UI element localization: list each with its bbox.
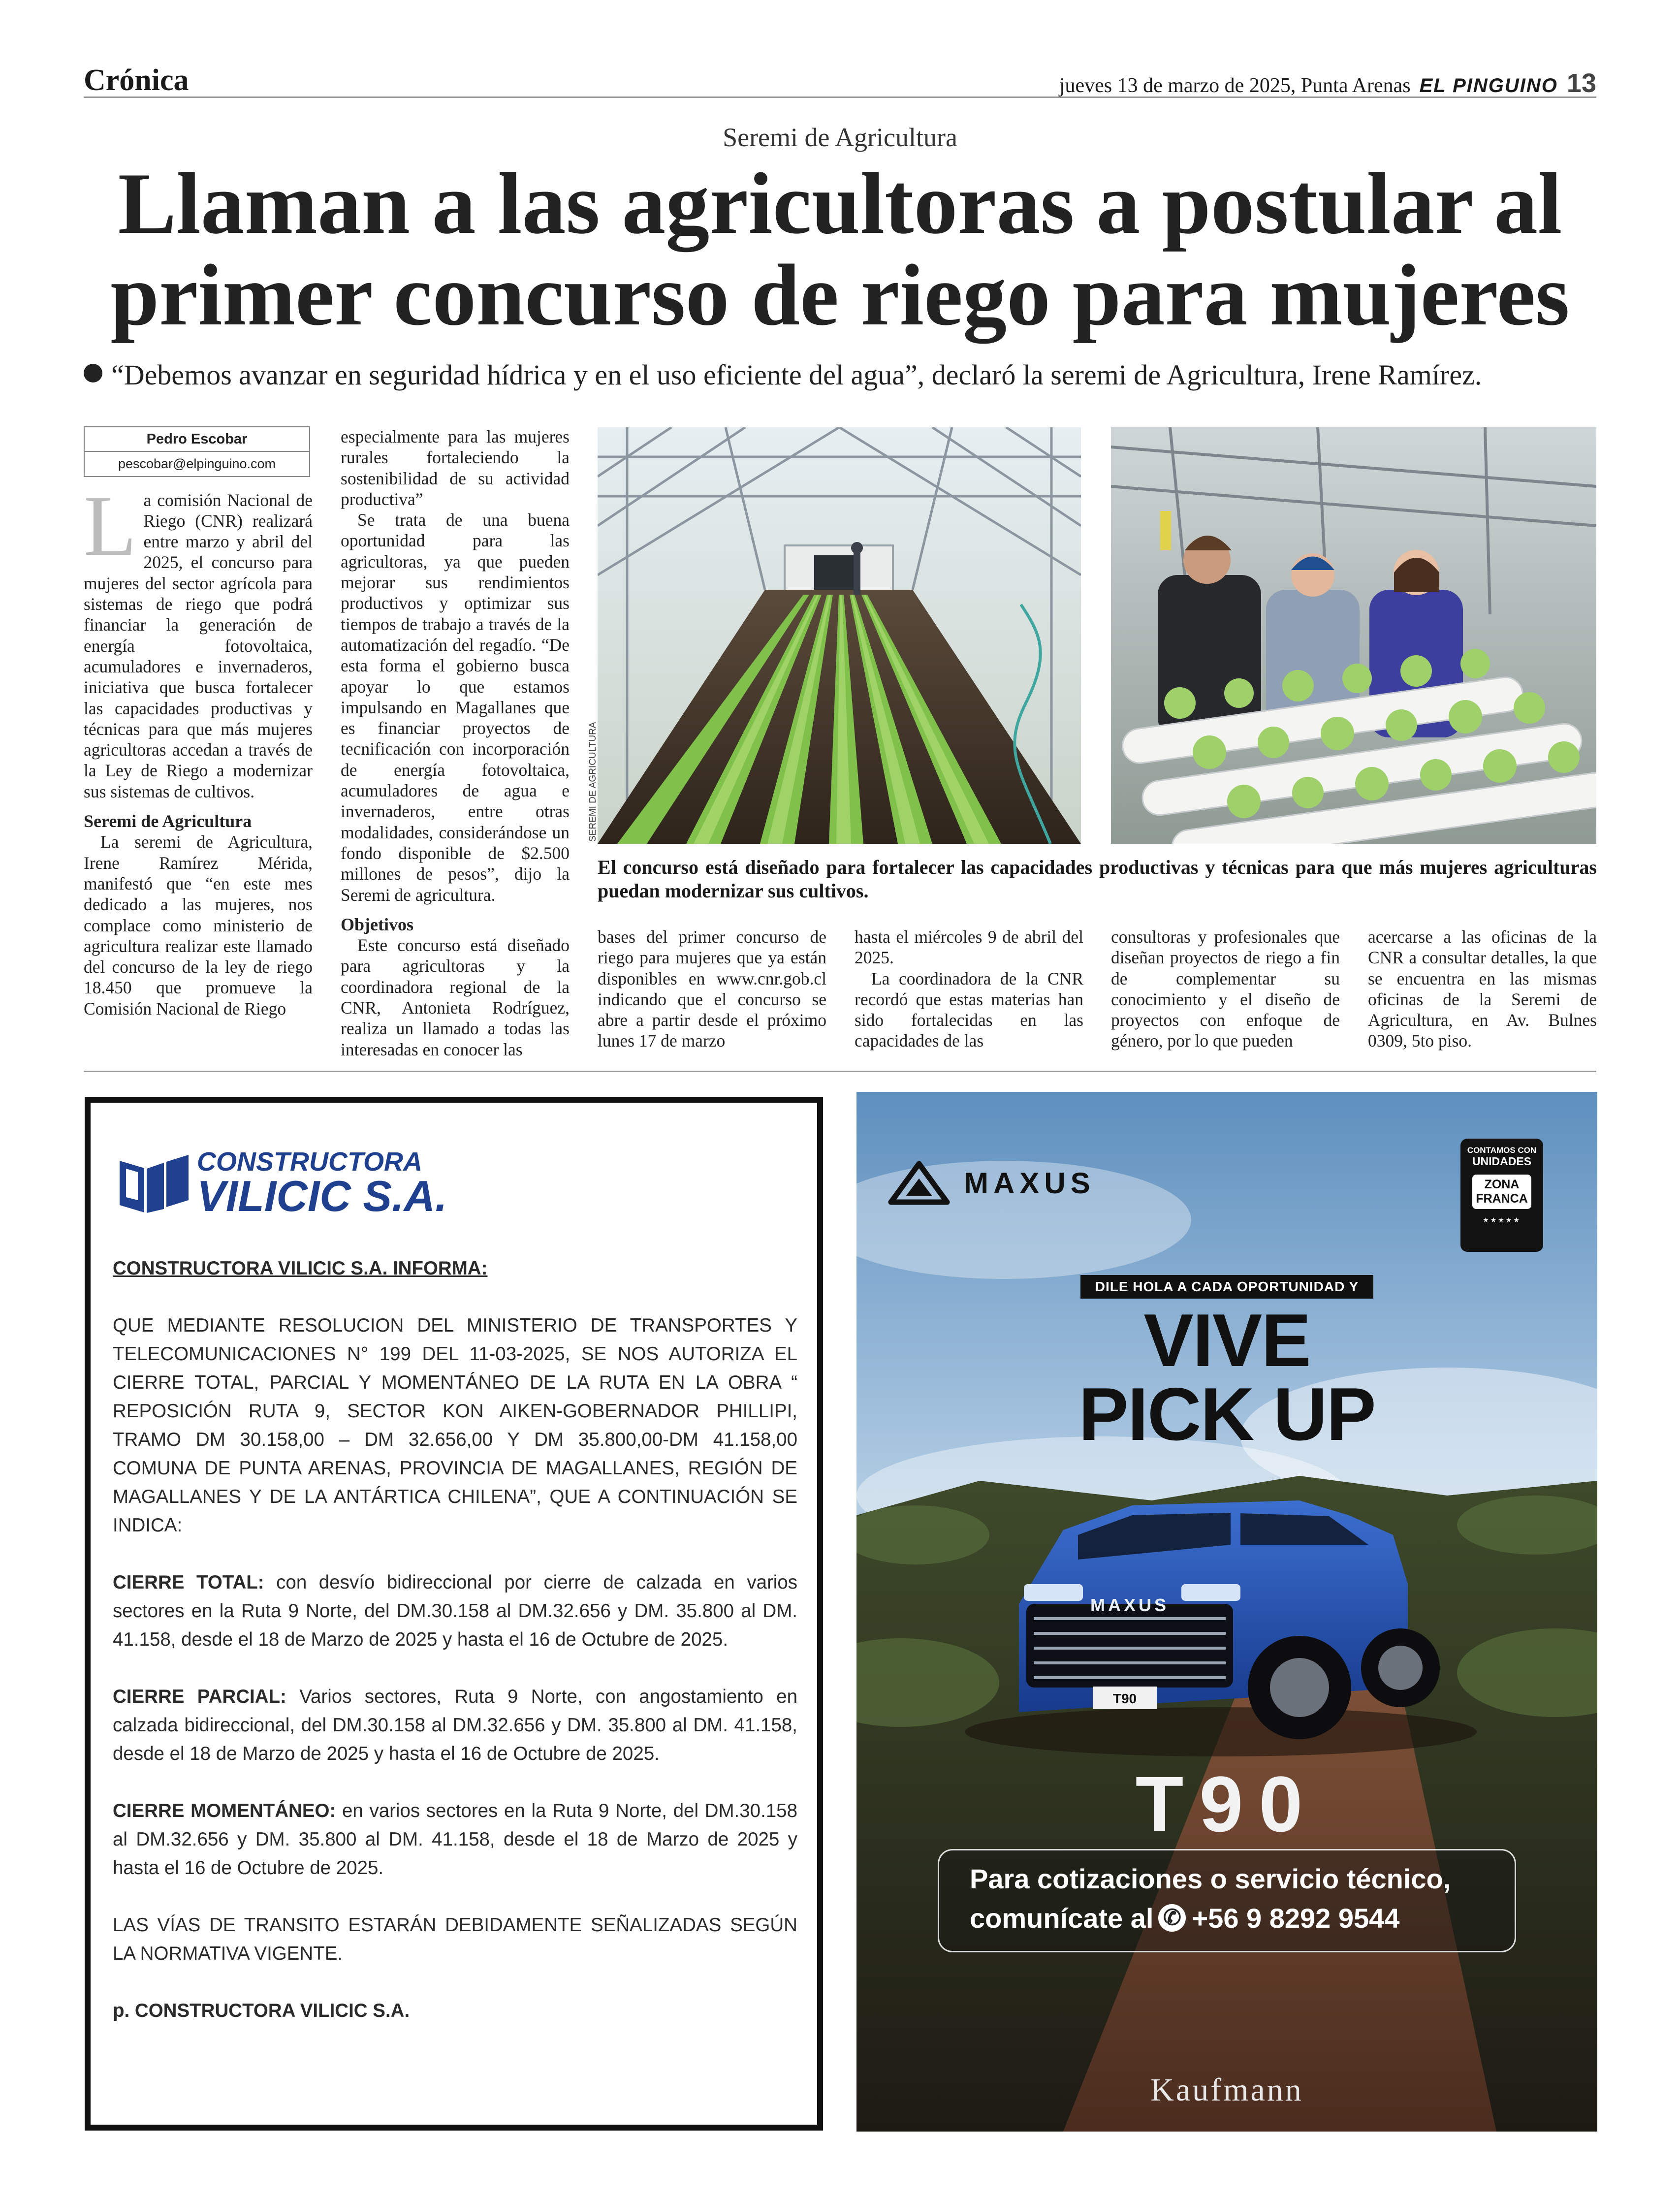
cierre-momentaneo — [113, 1797, 797, 1882]
article-headline — [84, 155, 1596, 344]
notice-signature: p. CONSTRUCTORA VILICIC S.A. — [113, 2000, 410, 2021]
paragraph: bases del primer concurso de riego para mujeres que ya están disponibles en www.cnr.gob.cl indicando que el concurso se abre a partir desde el próximo lunes 17 de marzo — [598, 927, 826, 1051]
drop-cap: L — [84, 478, 137, 574]
cierre-total-text: con desvío bidireccional por cierre de calzada en varios sectores en la Ruta 9 Norte, del DM.30.158 al DM.32.656 y DM. 35.800 al DM. 41.158, desde el 18 de Marzo de 2025 y hasta el 16 de Octubre de 2025. — [113, 1572, 798, 1650]
article-column-1 — [84, 426, 313, 1019]
article-column-6 — [1368, 926, 1597, 1051]
logo-line-2: VILICIC S.A. — [197, 1172, 447, 1220]
vilicic-logo-icon — [117, 1151, 191, 1215]
paragraph-text: a comisión Nacional de Riego (CNR) realizará entre marzo y abril del 2025, el concurso para mujeres del sector agrícola para sistemas de riego que podrá financiar la generación de energía fotovoltaica, acumuladores e invernaderos, iniciativa que busca fortalecer las capacidades productivas y técnicas para que más mujeres agricultoras accedan a través de la Ley de Riego a modernizar sus sistemas de cultivos. — [84, 490, 313, 801]
farmers-photo — [1111, 427, 1596, 844]
notice-title: CONSTRUCTORA VILICIC S.A. INFORMA: — [113, 1258, 488, 1279]
article-column-5 — [1111, 926, 1340, 1051]
section-name: Crónica — [84, 64, 189, 97]
ad-headline — [856, 1299, 1597, 1456]
zona-franca-label — [1472, 1175, 1531, 1209]
headline-line-2: primer concurso de riego para mujeres — [110, 246, 1570, 344]
paragraph: Este concurso está diseñado para agricultoras y la coordinadora regional de la CNR, Antonieta Rodríguez, realiza un llamado a todas las interesadas en conocer las — [341, 935, 570, 1059]
date-place: jueves 13 de marzo de 2025, Punta Arenas — [1059, 74, 1411, 97]
photo-caption: El concurso está diseñado para fortalecer las capacidades productivas y técnicas para que más mujeres agriculturas puedan modernizar sus cultivos. — [598, 856, 1597, 902]
paragraph: La coordinadora de la CNR recordó que estas materias han sido fortalecidas en las capacidades de las — [855, 968, 1083, 1051]
ad-tagline — [856, 1275, 1597, 1299]
lead-text: “Debemos avanzar en seguridad hídrica y en el uso eficiente del agua”, declaró la seremi de Agricultura, Irene Ramírez. — [111, 359, 1482, 391]
greenhouse-photo — [598, 427, 1081, 844]
paragraph — [84, 478, 313, 802]
page-number: 13 — [1566, 68, 1596, 98]
headline-line-1: Llaman a las agricultoras a postular al — [118, 155, 1562, 252]
cierre-total-label: CIERRE TOTAL: — [113, 1572, 264, 1593]
article-lead — [84, 358, 1596, 391]
paper-name: EL PINGUINO — [1419, 75, 1558, 96]
article-column-4 — [855, 926, 1083, 1051]
subhead: Seremi de Agricultura — [84, 811, 252, 831]
maxus-wordmark: MAXUS — [964, 1166, 1095, 1200]
contact-box[interactable] — [938, 1849, 1516, 1952]
paragraph: consultoras y profesionales que diseñan proyectos de riego a fin de complementar su conocimiento y el diseño de proyectos con enfoque de género, por lo que pueden — [1111, 927, 1340, 1051]
badge-line-1: CONTAMOS CON — [1467, 1146, 1537, 1155]
whatsapp-icon — [1158, 1904, 1186, 1932]
cierre-parcial — [113, 1683, 797, 1768]
logo-line-1: CONSTRUCTORA — [197, 1147, 422, 1177]
zona-franca-badge — [1460, 1139, 1543, 1252]
section-rule — [84, 1071, 1596, 1072]
maxus-t90-ad[interactable] — [856, 1092, 1597, 2132]
page-header-info — [1059, 68, 1596, 98]
paragraph: especialmente para las mujeres rurales fortaleciendo la sostenibilidad de su actividad productiva” — [341, 427, 570, 509]
model-name: T90 — [1135, 1760, 1319, 1848]
contact-prefix: comunícate al — [970, 1903, 1154, 1934]
contact-line-2 — [970, 1899, 1515, 1938]
subhead: Objetivos — [341, 914, 413, 934]
article-column-2 — [341, 426, 570, 1060]
vilicic-logo — [117, 1148, 447, 1218]
cierre-momentaneo-text: en varios sectores en la Ruta 9 Norte, del DM.30.158 al DM.32.656 y DM. 35.800 al DM. 41.158, desde el 18 de Marzo de 2025 y hasta el 16 de Octubre de 2025. — [113, 1800, 797, 1879]
star-rating-icon: ★★★★★ — [1483, 1216, 1521, 1224]
cierre-total — [113, 1568, 797, 1654]
phone-number[interactable]: +56 9 8292 9544 — [1192, 1903, 1400, 1934]
paragraph: La seremi de Agricultura, Irene Ramírez Mérida, manifestó que “en este mes dedicado a las mujeres, nos complace como ministerio de agricultura realizar este llamado del concurso de la ley de riego 18.450 que promueve la Comisión Nacional de Riego — [84, 832, 313, 1019]
headline-vive: VIVE — [1143, 1299, 1310, 1382]
notice-body — [113, 1254, 797, 2054]
byline-name: Pedro Escobar — [85, 427, 309, 452]
franca-label: FRANCA — [1476, 1192, 1528, 1206]
cierre-parcial-text: Varios sectores, Ruta 9 Norte, con angostamiento en calzada bidireccional, del DM.30.158 al DM.32.656 y DM. 35.800 al DM. 41.158, desde el 18 de Marzo de 2025 y hasta el 16 de Octubre de 2025. — [113, 1686, 797, 1764]
photo-credit: SEREMI DE AGRICULTURA — [588, 722, 598, 842]
paragraph: Se trata de una buena oportunidad para las agricultoras, ya que pueden mejorar sus rendimientos productivos y optimizar sus tiempos de trabajo a través de la automatización del regadío. “De esta forma el gobierno busca apoyar lo que estamos impulsando en Magallanes que es financiar proyectos de tecnificación con incorporación de energía fotovoltaica, acumuladores de agua e invernaderos, entre otras modalidades, considerándose un fondo disponible de $2.500 millones de pesos”, dijo la Seremi de agricultura. — [341, 510, 570, 905]
maxus-logo-icon — [887, 1161, 951, 1205]
vias-note: LAS VÍAS DE TRANSITO ESTARÁN DEBIDAMENTE SEÑALIZADAS SEGÚN LA NORMATIVA VIGENTE. — [113, 1914, 797, 1964]
contact-line-1: Para cotizaciones o servicio técnico, — [970, 1863, 1451, 1894]
badge-line-2: UNIDADES — [1472, 1155, 1532, 1168]
paragraph: hasta el miércoles 9 de abril del 2025. — [855, 927, 1083, 968]
article-column-3 — [598, 926, 826, 1051]
bullet-icon — [84, 364, 102, 382]
constructora-vilicic-notice — [85, 1097, 823, 2131]
paragraph: acercarse a las oficinas de la CNR a consultar detalles, la que se encuentra en las mismas oficinas de la Seremi de Agricultura, en Av. Bulnes 0309, 5to piso. — [1368, 927, 1597, 1051]
truck-plate: T90 — [1112, 1691, 1137, 1706]
byline-email[interactable]: pescobar@elpinguino.com — [118, 456, 276, 472]
headline-pickup: PICK UP — [1078, 1372, 1375, 1456]
truck-grille-label: MAXUS — [1090, 1595, 1170, 1615]
maxus-brand — [887, 1161, 1095, 1205]
cierre-momentaneo-label: CIERRE MOMENTÁNEO: — [113, 1800, 336, 1821]
zona-label: ZONA — [1484, 1178, 1520, 1191]
dealer-logo: Kaufmann — [1150, 2072, 1303, 2108]
cierre-parcial-label: CIERRE PARCIAL: — [113, 1686, 286, 1707]
notice-intro: QUE MEDIANTE RESOLUCION DEL MINISTERIO DE TRANSPORTES Y TELECOMUNICACIONES N° 199 DEL 11-03-2025, SE NOS AUTORIZA EL CIERRE TOTAL, PARCIAL Y MOMENTÁNEO DE LA RUTA EN LA OBRA “ REPOSICIÓN RUTA 9, SECTOR KON AIKEN-GOBERNADOR PHILLIPI, TRAMO DM 30.158,00 – DM 32.656,00 Y DM 35.800,00-DM 41.158,00 COMUNA DE PUNTA ARENAS, PROVINCIA DE MAGALLANES, REGIÓN DE MAGALLANES Y DE LA ANTÁRTICA CHILENA”, QUE A CONTINUACIÓN SE INDICA: — [113, 1315, 797, 1536]
header-rule — [84, 96, 1596, 98]
tagline-text: DILE HOLA A CADA OPORTUNIDAD Y — [1080, 1275, 1374, 1299]
article-kicker: Seremi de Agricultura — [723, 123, 957, 152]
byline — [84, 426, 310, 477]
